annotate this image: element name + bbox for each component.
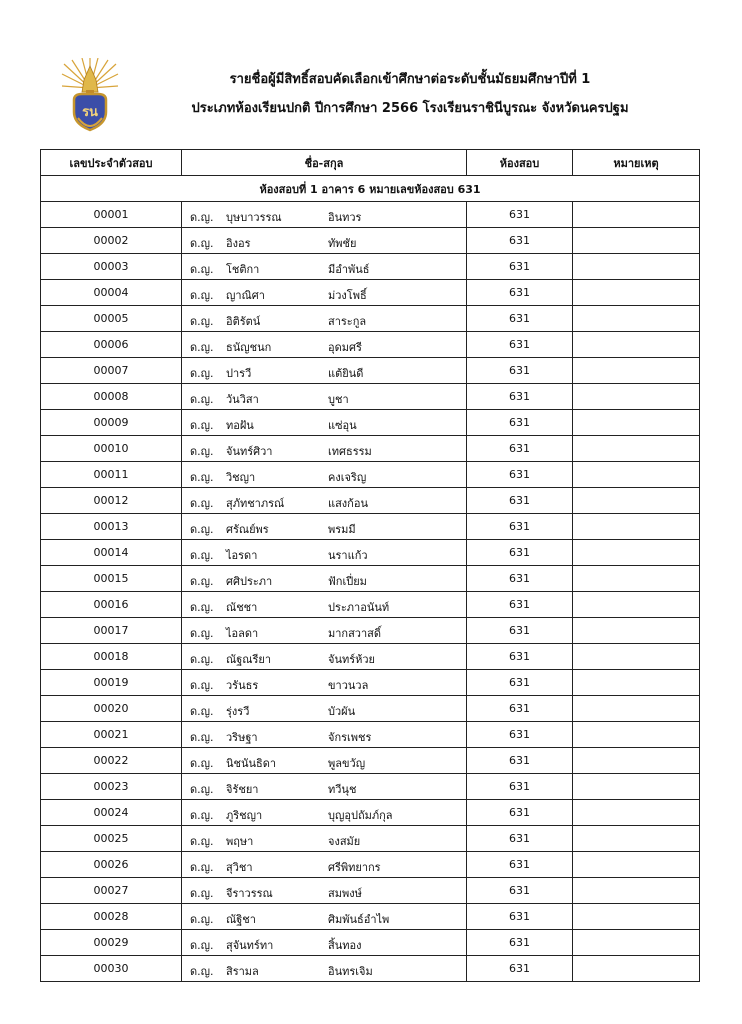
room-cell: 631 <box>467 254 573 280</box>
first-name: วริษฐา <box>226 731 258 744</box>
name-prefix: ด.ญ. <box>190 809 214 822</box>
table-row <box>41 488 700 514</box>
name-prefix: ด.ญ. <box>190 263 214 276</box>
table-row <box>41 644 700 670</box>
last-name: มากสวาสดิ์ <box>328 627 382 640</box>
room-cell: 631 <box>467 670 573 696</box>
page-title: รายชื่อผู้มีสิทธิ์สอบคัดเลือกเข้าศึกษาต่อระดับชั้นมัธยมศึกษาปีที่ 1 <box>229 72 591 87</box>
room-cell: 631 <box>467 410 573 436</box>
name-prefix: ด.ญ. <box>190 965 214 978</box>
last-name: พรมมี <box>328 523 356 536</box>
note-cell <box>573 878 700 904</box>
name-prefix: ด.ญ. <box>190 887 214 900</box>
name-cell <box>182 592 467 618</box>
table-row <box>41 956 700 982</box>
page-subtitle: ประเภทห้องเรียนปกติ ปีการศึกษา 2566 โรงเรียนราชินีบูรณะ จังหวัดนครปฐม <box>191 101 629 116</box>
note-cell <box>573 306 700 332</box>
name-prefix: ด.ญ. <box>190 367 214 380</box>
first-name: อิงอร <box>226 237 251 250</box>
note-cell <box>573 358 700 384</box>
room-cell: 631 <box>467 202 573 228</box>
room-cell: 631 <box>467 878 573 904</box>
first-name: จิรัชยา <box>226 783 259 796</box>
exam-id-cell: 00003 <box>41 254 182 280</box>
note-cell <box>573 748 700 774</box>
note-cell <box>573 800 700 826</box>
first-name: ธนัญชนก <box>226 341 272 354</box>
column-header-room: ห้องสอบ <box>467 150 573 176</box>
last-name: สมพงษ์ <box>328 887 362 900</box>
name-cell <box>182 514 467 540</box>
note-cell <box>573 462 700 488</box>
exam-roster-table <box>40 149 700 982</box>
last-name: เทศธรรม <box>328 445 372 458</box>
name-prefix: ด.ญ. <box>190 861 214 874</box>
exam-id-cell: 00021 <box>41 722 182 748</box>
name-prefix: ด.ญ. <box>190 237 214 250</box>
room-cell: 631 <box>467 384 573 410</box>
name-cell <box>182 774 467 800</box>
note-cell <box>573 332 700 358</box>
name-prefix: ด.ญ. <box>190 549 214 562</box>
exam-id-cell: 00020 <box>41 696 182 722</box>
exam-id-cell: 00001 <box>41 202 182 228</box>
name-cell <box>182 722 467 748</box>
table-row <box>41 410 700 436</box>
room-cell: 631 <box>467 852 573 878</box>
first-name: ไอลดา <box>226 627 259 640</box>
note-cell <box>573 956 700 982</box>
first-name: โชติกา <box>226 263 260 276</box>
room-cell: 631 <box>467 228 573 254</box>
name-prefix: ด.ญ. <box>190 731 214 744</box>
exam-id-cell: 00025 <box>41 826 182 852</box>
room-cell: 631 <box>467 358 573 384</box>
table-row <box>41 514 700 540</box>
room-cell: 631 <box>467 540 573 566</box>
last-name: คงเจริญ <box>328 471 367 484</box>
table-row <box>41 332 700 358</box>
table-row <box>41 436 700 462</box>
name-prefix: ด.ญ. <box>190 679 214 692</box>
exam-id-cell: 00030 <box>41 956 182 982</box>
name-prefix: ด.ญ. <box>190 419 214 432</box>
last-name: ขาวนวล <box>328 679 369 692</box>
name-prefix: ด.ญ. <box>190 757 214 770</box>
name-cell <box>182 904 467 930</box>
name-prefix: ด.ญ. <box>190 913 214 926</box>
exam-id-cell: 00009 <box>41 410 182 436</box>
exam-id-cell: 00008 <box>41 384 182 410</box>
name-prefix: ด.ญ. <box>190 627 214 640</box>
name-cell <box>182 618 467 644</box>
name-prefix: ด.ญ. <box>190 783 214 796</box>
exam-id-cell: 00005 <box>41 306 182 332</box>
exam-id-cell: 00006 <box>41 332 182 358</box>
first-name: ศศิประภา <box>226 575 273 588</box>
table-row <box>41 722 700 748</box>
table-row <box>41 852 700 878</box>
table-row <box>41 826 700 852</box>
table-row <box>41 670 700 696</box>
first-name: สุจันทร์ทา <box>226 939 274 952</box>
column-header-exam-id: เลขประจำตัวสอบ <box>41 150 182 176</box>
column-header-note: หมายเหตุ <box>573 150 700 176</box>
first-name: ปารวี <box>226 367 252 380</box>
first-name: รุ่งรวี <box>226 705 250 718</box>
room-cell: 631 <box>467 462 573 488</box>
exam-id-cell: 00029 <box>41 930 182 956</box>
note-cell <box>573 202 700 228</box>
name-prefix: ด.ญ. <box>190 211 214 224</box>
last-name: มีอำพันธ์ <box>328 263 370 276</box>
room-cell: 631 <box>467 826 573 852</box>
room-cell: 631 <box>467 956 573 982</box>
first-name: จีราวรรณ <box>226 887 273 900</box>
first-name: ศรัณย์พร <box>226 523 269 536</box>
exam-id-cell: 00017 <box>41 618 182 644</box>
last-name: ม่วงโพธิ์ <box>328 289 367 302</box>
first-name: ณัชชา <box>226 601 258 614</box>
last-name: บูชา <box>328 393 349 406</box>
last-name: อินทรเจิม <box>328 965 373 978</box>
table-row <box>41 774 700 800</box>
name-prefix: ด.ญ. <box>190 497 214 510</box>
room-cell: 631 <box>467 592 573 618</box>
note-cell <box>573 592 700 618</box>
first-name: สิรามล <box>226 965 259 978</box>
first-name: วิชญา <box>226 471 256 484</box>
room-group-row <box>41 176 700 202</box>
name-cell <box>182 254 467 280</box>
last-name: อินทวร <box>328 211 362 224</box>
first-name: สุภัทชาภรณ์ <box>226 497 285 510</box>
note-cell <box>573 670 700 696</box>
note-cell <box>573 722 700 748</box>
note-cell <box>573 644 700 670</box>
room-cell: 631 <box>467 930 573 956</box>
name-cell <box>182 202 467 228</box>
first-name: นิชนันธิดา <box>226 757 277 770</box>
last-name: ทัพชัย <box>328 237 357 250</box>
name-cell <box>182 670 467 696</box>
name-prefix: ด.ญ. <box>190 705 214 718</box>
first-name: ณัฐิชา <box>226 913 256 926</box>
name-cell <box>182 488 467 514</box>
exam-id-cell: 00019 <box>41 670 182 696</box>
room-cell: 631 <box>467 436 573 462</box>
note-cell <box>573 254 700 280</box>
exam-id-cell: 00011 <box>41 462 182 488</box>
name-prefix: ด.ญ. <box>190 939 214 952</box>
note-cell <box>573 566 700 592</box>
exam-id-cell: 00004 <box>41 280 182 306</box>
table-row <box>41 930 700 956</box>
exam-id-cell: 00015 <box>41 566 182 592</box>
last-name: แซ่อุน <box>328 419 357 432</box>
crest-icon <box>60 58 120 136</box>
note-cell <box>573 540 700 566</box>
first-name: สุวิชา <box>226 861 253 874</box>
name-prefix: ด.ญ. <box>190 523 214 536</box>
note-cell <box>573 488 700 514</box>
table-row <box>41 228 700 254</box>
exam-id-cell: 00018 <box>41 644 182 670</box>
name-cell <box>182 930 467 956</box>
exam-id-cell: 00027 <box>41 878 182 904</box>
last-name: อุดมศรี <box>328 341 362 354</box>
last-name: สาระกูล <box>328 315 367 328</box>
note-cell <box>573 930 700 956</box>
last-name: บุญอุปถัมภ์กุล <box>328 809 393 822</box>
note-cell <box>573 410 700 436</box>
table-row <box>41 254 700 280</box>
name-cell <box>182 696 467 722</box>
last-name: บัวผัน <box>328 705 356 718</box>
note-cell <box>573 826 700 852</box>
last-name: สิ้นทอง <box>328 939 362 952</box>
name-cell <box>182 410 467 436</box>
exam-id-cell: 00010 <box>41 436 182 462</box>
table-row <box>41 566 700 592</box>
name-prefix: ด.ญ. <box>190 575 214 588</box>
first-name: พฤษา <box>226 835 254 848</box>
table-row <box>41 592 700 618</box>
name-cell <box>182 306 467 332</box>
room-cell: 631 <box>467 332 573 358</box>
name-prefix: ด.ญ. <box>190 601 214 614</box>
table-row <box>41 462 700 488</box>
room-cell: 631 <box>467 904 573 930</box>
table-header-row <box>41 150 700 176</box>
last-name: จันทร์ห้วย <box>328 653 375 666</box>
room-cell: 631 <box>467 618 573 644</box>
exam-id-cell: 00026 <box>41 852 182 878</box>
last-name: จักรเพชร <box>328 731 372 744</box>
exam-id-cell: 00016 <box>41 592 182 618</box>
exam-id-cell: 00028 <box>41 904 182 930</box>
name-prefix: ด.ญ. <box>190 653 214 666</box>
table-row <box>41 696 700 722</box>
last-name: นราแก้ว <box>328 549 368 562</box>
room-cell: 631 <box>467 306 573 332</box>
name-cell <box>182 878 467 904</box>
name-prefix: ด.ญ. <box>190 393 214 406</box>
column-header-name: ชื่อ-สกุล <box>182 150 467 176</box>
room-cell: 631 <box>467 748 573 774</box>
name-prefix: ด.ญ. <box>190 315 214 328</box>
name-cell <box>182 800 467 826</box>
name-cell <box>182 644 467 670</box>
table-row <box>41 800 700 826</box>
name-cell <box>182 384 467 410</box>
note-cell <box>573 852 700 878</box>
last-name: ฟักเปี่ยม <box>328 575 367 588</box>
table-row <box>41 306 700 332</box>
last-name: ทวีนุช <box>328 783 357 796</box>
room-cell: 631 <box>467 696 573 722</box>
note-cell <box>573 280 700 306</box>
last-name: แต้ยินดี <box>328 367 364 380</box>
note-cell <box>573 774 700 800</box>
table-row <box>41 748 700 774</box>
name-cell <box>182 358 467 384</box>
table-row <box>41 280 700 306</box>
note-cell <box>573 384 700 410</box>
table-row <box>41 540 700 566</box>
note-cell <box>573 436 700 462</box>
name-cell <box>182 826 467 852</box>
room-cell: 631 <box>467 722 573 748</box>
room-cell: 631 <box>467 774 573 800</box>
last-name: แสงก้อน <box>328 497 368 510</box>
exam-id-cell: 00023 <box>41 774 182 800</box>
room-group-header: ห้องสอบที่ 1 อาคาร 6 หมายเลขห้องสอบ 631 <box>41 176 700 202</box>
table-row <box>41 384 700 410</box>
table-row <box>41 358 700 384</box>
name-prefix: ด.ญ. <box>190 835 214 848</box>
last-name: ศรีพิทยากร <box>328 861 381 874</box>
room-cell: 631 <box>467 644 573 670</box>
school-logo <box>60 58 120 136</box>
exam-id-cell: 00024 <box>41 800 182 826</box>
name-cell <box>182 332 467 358</box>
name-cell <box>182 956 467 982</box>
last-name: จงสมัย <box>328 835 361 848</box>
last-name: ศิมพันธ์อำไพ <box>328 913 390 926</box>
room-cell: 631 <box>467 566 573 592</box>
last-name: พูลขวัญ <box>328 757 366 770</box>
name-prefix: ด.ญ. <box>190 341 214 354</box>
name-cell <box>182 852 467 878</box>
name-cell <box>182 280 467 306</box>
table-row <box>41 618 700 644</box>
name-prefix: ด.ญ. <box>190 445 214 458</box>
first-name: อิติรัตน์ <box>226 315 261 328</box>
first-name: ภูริชญา <box>226 809 263 822</box>
first-name: จันทร์ศิวา <box>226 445 273 458</box>
note-cell <box>573 514 700 540</box>
name-cell <box>182 566 467 592</box>
note-cell <box>573 618 700 644</box>
room-cell: 631 <box>467 800 573 826</box>
first-name: ไอรดา <box>226 549 258 562</box>
note-cell <box>573 696 700 722</box>
name-cell <box>182 436 467 462</box>
first-name: ญาณิศา <box>226 289 265 302</box>
first-name: บุษบาวรรณ <box>226 211 282 224</box>
table-row <box>41 878 700 904</box>
first-name: วรันธร <box>226 679 259 692</box>
logo-text: รน <box>82 105 98 120</box>
name-prefix: ด.ญ. <box>190 471 214 484</box>
first-name: วันวิสา <box>226 393 259 406</box>
name-cell <box>182 462 467 488</box>
name-cell <box>182 540 467 566</box>
name-prefix: ด.ญ. <box>190 289 214 302</box>
name-cell <box>182 228 467 254</box>
exam-id-cell: 00007 <box>41 358 182 384</box>
room-cell: 631 <box>467 280 573 306</box>
note-cell <box>573 228 700 254</box>
name-cell <box>182 748 467 774</box>
exam-id-cell: 00002 <box>41 228 182 254</box>
room-cell: 631 <box>467 488 573 514</box>
table-row <box>41 904 700 930</box>
first-name: ณัฐณรียา <box>226 653 272 666</box>
exam-id-cell: 00022 <box>41 748 182 774</box>
first-name: ทอฝัน <box>226 419 254 432</box>
table-row <box>41 202 700 228</box>
last-name: ประภาอนันท์ <box>328 601 390 614</box>
note-cell <box>573 904 700 930</box>
exam-id-cell: 00014 <box>41 540 182 566</box>
exam-id-cell: 00012 <box>41 488 182 514</box>
exam-id-cell: 00013 <box>41 514 182 540</box>
room-cell: 631 <box>467 514 573 540</box>
